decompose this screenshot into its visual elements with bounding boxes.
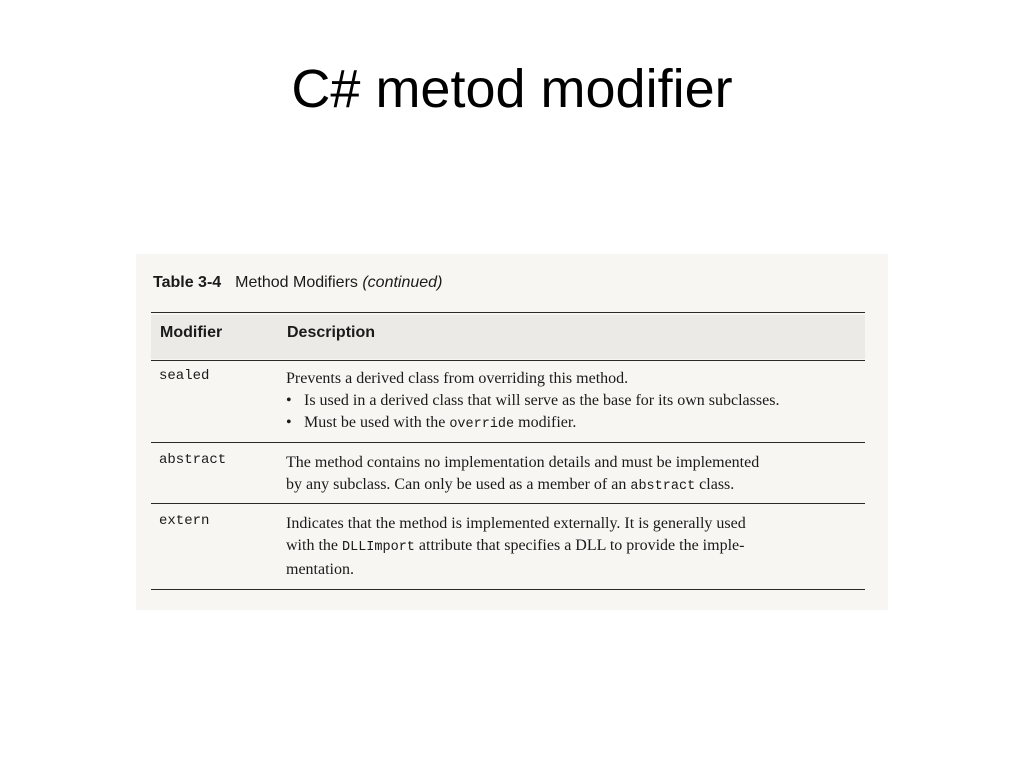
bullet-text: Must be used with the <box>304 414 450 431</box>
table-caption-note: (continued) <box>362 274 443 291</box>
row-divider <box>151 503 865 504</box>
description-sealed <box>286 368 861 436</box>
header-modifier: Modifier <box>160 324 223 341</box>
modifier-sealed: sealed <box>159 368 210 384</box>
description-bullet <box>286 390 861 412</box>
table-header-rule <box>151 360 865 361</box>
description-abstract <box>286 452 861 498</box>
bullet-text: modifier. <box>514 414 577 431</box>
bullet-text: Is used in a derived class that will serve as the base for its own subclasses. <box>304 392 780 409</box>
description-line: mentation. <box>286 561 354 578</box>
table-caption-label: Table 3-4 <box>153 274 222 291</box>
description-line <box>286 535 861 559</box>
modifier-extern: extern <box>159 513 210 529</box>
description-text: with the <box>286 537 342 554</box>
description-line: Indicates that the method is implemented externally. It is generally used <box>286 515 746 532</box>
scanned-table-image <box>136 254 888 610</box>
bullet-icon: • <box>286 392 292 409</box>
modifier-abstract: abstract <box>159 452 227 468</box>
table-top-rule <box>151 312 865 313</box>
table-bottom-rule <box>151 589 865 590</box>
description-line: The method contains no implementation details and must be implemented <box>286 454 760 471</box>
description-extern <box>286 513 861 581</box>
description-text: class. <box>695 476 735 493</box>
table-header-band <box>151 315 865 359</box>
description-text: attribute that specifies a DLL to provide the imple- <box>414 537 745 554</box>
inline-code: DLLImport <box>342 540 415 555</box>
row-divider <box>151 442 865 443</box>
table-caption-title: Method Modifiers <box>235 274 358 291</box>
slide-title: C# metod modifier <box>291 59 733 119</box>
description-line <box>286 474 861 498</box>
header-description: Description <box>287 324 376 341</box>
description-text: by any subclass. Can only be used as a member of an <box>286 476 631 493</box>
table-caption <box>153 274 442 292</box>
bullet-icon: • <box>286 414 292 431</box>
description-line: Prevents a derived class from overriding this method. <box>286 370 629 387</box>
description-bullet <box>286 412 861 436</box>
inline-code: abstract <box>630 479 696 494</box>
inline-code: override <box>449 417 515 432</box>
